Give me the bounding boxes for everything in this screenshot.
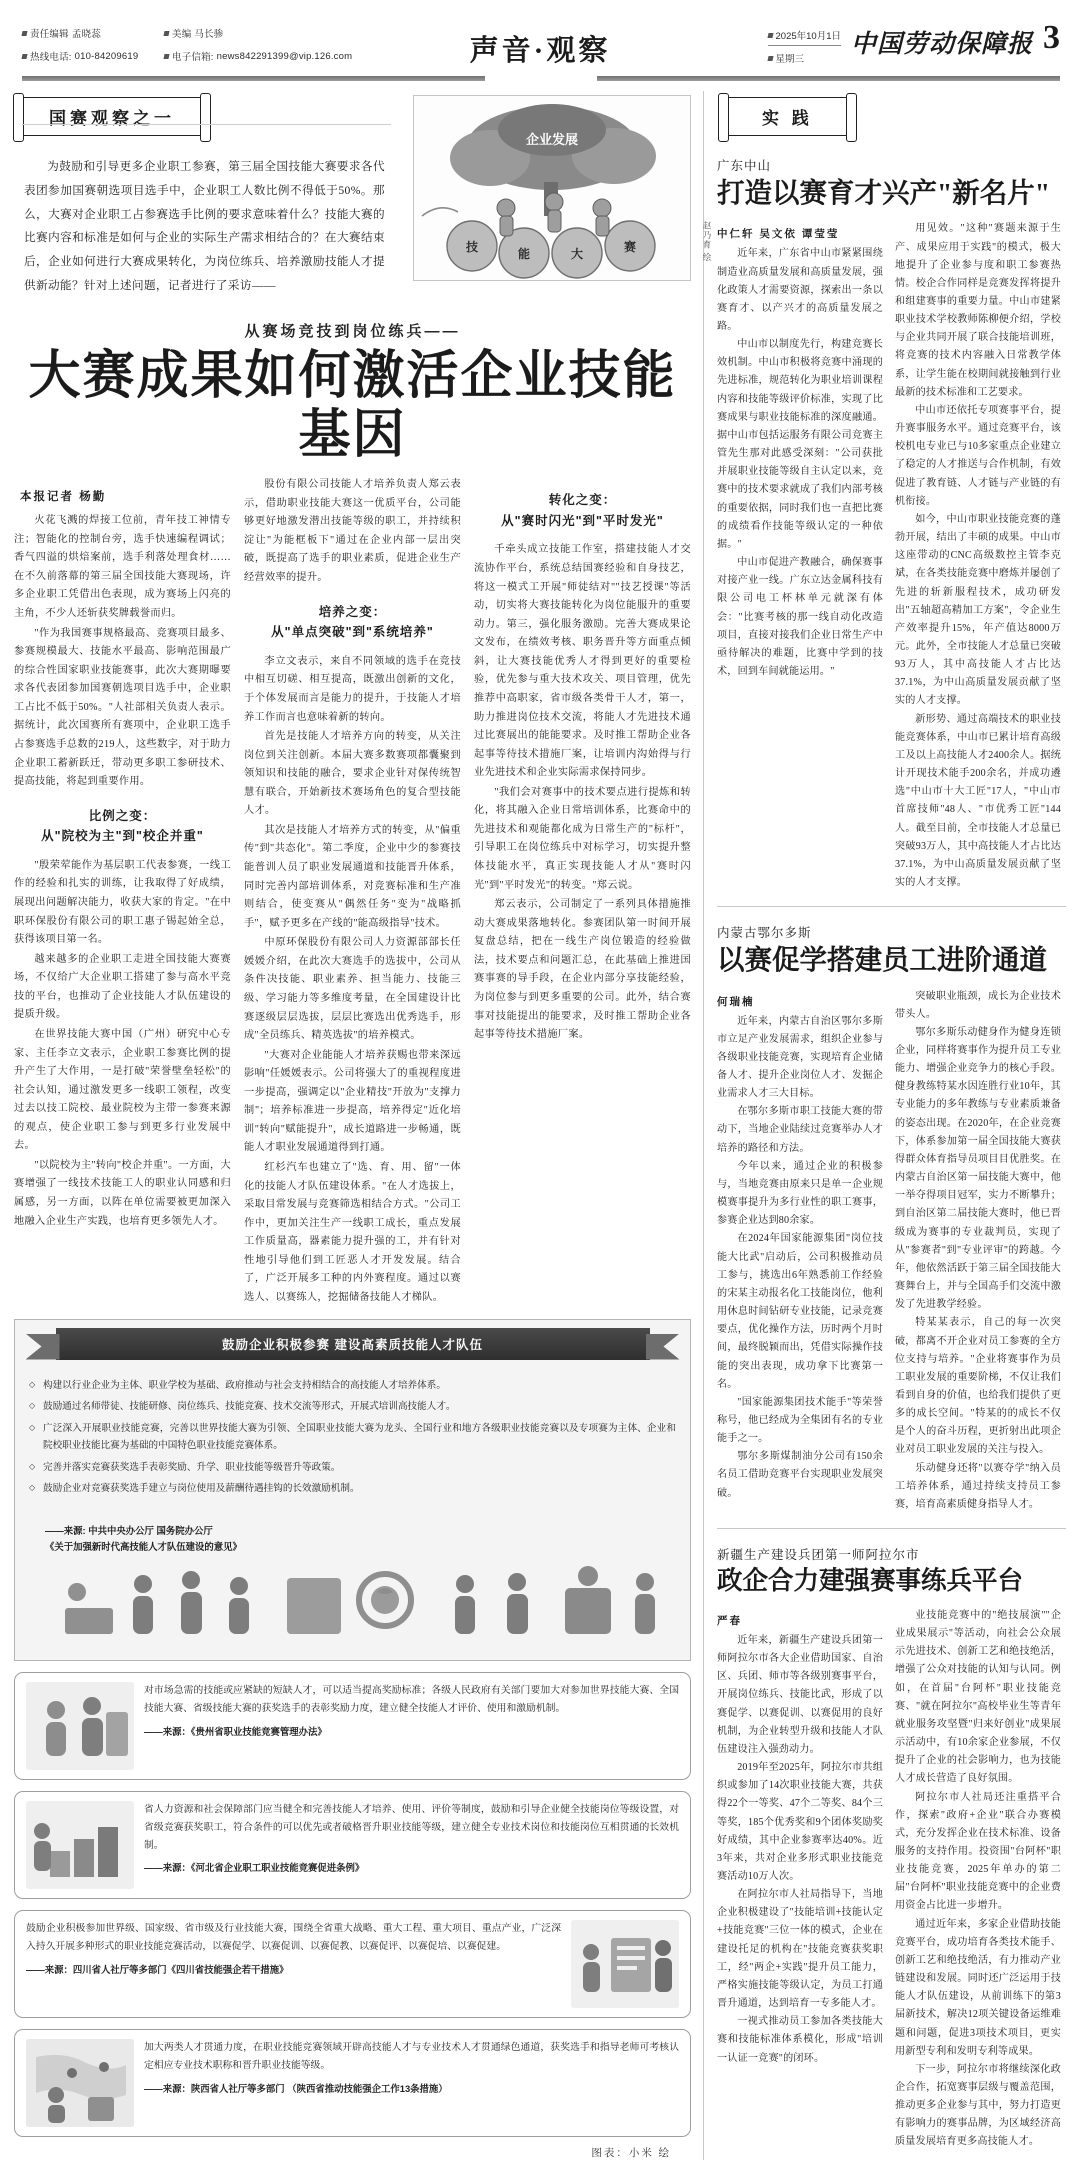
list-item: ◇ 鼓励企业对竞赛获奖选手建立与岗位使用及薪酬待遇挂钩的长效激励机制。 — [29, 1481, 676, 1498]
policy-card — [14, 1910, 691, 2018]
paragraph: 中山市以制度先行，构建竞赛长效机制。中山市积极将竞赛中涌现的先进标准，规范转化为职业培训课程内容和技能等级评价标准，实现了比赛成果与职业技能标准的深度融通。据中山市包括运服务有限公司竞赛主管先生那对此感受深刻："公司获批并展职业技能等级自主认定以来，竞赛中的技术要求就成了我们内部考核的重要依据，同时我们也一直把比赛的成绩看作技能等级认定的一种依据。" — [717, 339, 883, 550]
square-bullet-icon — [767, 33, 773, 38]
card-source: ——来源：陕西省人社厅等多部门 （陕西省推动技能强企工作13条措施） — [144, 2082, 448, 2094]
subhead-line2: 从"单点突破"到"系统培养" — [271, 625, 434, 640]
card-illustration — [26, 2039, 134, 2127]
paragraph: 在世界技能大赛中国（广州）研究中心专家、主任李立文表示，企业职工参赛比例的提升产生了大作用，一是打破"荣誉壁垒轻松"的社会认知，通过激发更多一线职工领程，改变过去以技工院校、最业院校为主带一参赛来源的观点，使企业职工参与到更多行业发展中去。 — [14, 1028, 231, 1152]
card-thumbnail — [26, 1682, 134, 1770]
practice-article-2 — [717, 923, 1066, 1514]
card-body — [26, 1920, 561, 1978]
headline-shoulder: 从赛场竞技到岗位练兵—— — [244, 322, 461, 340]
subhead-peiyang — [244, 602, 461, 643]
paragraph: 鄂尔多斯乐动健身作为健身连锁企业，同样将赛事作为提升员工专业能力、增强企业竞争力的核心手段。健身教练特某水因连胜行业10年，其专业能力的多年教练与专业素质兼备的姿态出现。在2020年，在企业竞赛下，体系参加第一届全国技能大赛获得群众体育指导员项目目优胜奖。在内蒙古自治区第一届技能大赛中，他一举夺得项目冠军，实力不断攀升；到自治区第二届技能大赛时，他已晋级成为赛事的专业裁判员，实现了从"参赛者"到"专业评审"的跨越。今年，他依然活跃于第三届全国技能大赛舞台上，并与全国高手们交流中激发了先进教学经验。 — [895, 1026, 1061, 1311]
paragraph: 在鄂尔多斯市职工技能大赛的带动下，当地企业陆续过竞赛举办人才培养的路径和方法。 — [717, 1106, 883, 1154]
card-text: 鼓励企业积极参加世界级、国家级、省市级及行业技能大赛，围绕全省重大战略、重大工程、重大项目、重点产业，广泛深入持久开展多种形式的职业技能竞赛活动，以赛促学、以赛促训、以赛促教、以赛促评、以赛促培、以赛促建。 — [26, 1923, 561, 1952]
infographic-source-2: 《关于加强新时代高技能人才队伍建设的意见》 — [45, 1541, 242, 1553]
paragraph: 阿拉尔市人社局还注重搭平合作，探索"政府+企业"联合办赛模式，充分发挥企业在技术标准、设备服务的支持作用。投资围"台阿杯"职业技能竞赛，2025年单办的第二届"台阿杯"职业技能竞赛中的企业费用资金占比进一步增升。 — [895, 1791, 1061, 1912]
card-text: 省人力资源和社会保障部门应当健全和完善技能人才培养、使用、评价等制度，鼓励和引导企业健全技能岗位等级设置，对省级竞赛获奖职工，符合条件的可以优先或者破格晋升职业技能等级，建立健全专业技术岗位和技能岗位互相贯通的长效机制。 — [144, 1804, 679, 1851]
card-source: ——来源：四川省人社厅等多部门《四川省技能强企若干措施》 — [26, 1963, 289, 1975]
article-kicker: 内蒙古鄂尔多斯 — [717, 926, 812, 941]
article-byline: 中仁轩 吴文依 谭莹莹 — [717, 228, 840, 241]
paragraph: 鄂尔多斯煤制油分公司有150余名员工借助竞赛平台实现职业发展突破。 — [717, 1451, 883, 1499]
subhead-bili — [14, 806, 231, 847]
paragraph: 近年来，广东省中山市紧紧围绕制造业高质量发展和高质量发展，强化政策人才需要资源，探索出一条以赛育才、以产兴才的高质量发展之路。 — [717, 248, 883, 332]
article-kicker: 新疆生产建设兵团第一师阿拉尔市 — [717, 1548, 920, 1563]
svg-text:大: 大 — [570, 247, 584, 261]
paragraph: 其次是技能人才培养方式的转变，从"偏重传"到"共态化"。第二季度，企业中少的参赛技能普训人员了职业发展通道和技能晋升体系，同时完善内部培训体系，对竞赛标准和生产准则结合，使变赛从"偶然任务"变为"战略抓手"，赋予更多在产线的"能高级指导"技术。 — [244, 824, 461, 929]
svg-text:技: 技 — [465, 240, 479, 254]
masthead-rule — [14, 74, 1066, 81]
paper-name: 中国劳动保障报 — [850, 31, 1033, 58]
paragraph: 如今，中山市职业技能竞赛的蓬勃开展，结出了丰硕的成果。中山市这座带动的CNC高级数控主管李克斌，在各类技能竞赛中磨炼并屡创了先进的斩新服程技术，成功研发出"五轴超高精加工方案"，令企业生产效率提升15%，年产值达8000万元。此外，全市技能人才总量已突破93万人，其中高技能人才占比达37.1%，为中山高质量发展贡献了坚实的人才支撑。 — [895, 513, 1061, 707]
card-source: ——来源：《贵州省职业技能竞赛管理办法》 — [144, 1725, 327, 1737]
figure-credit: 图表：小米 绘 — [591, 2148, 671, 2160]
paragraph: 股份有限公司技能人才培养负责人郑云表示，借助职业技能大赛这一优质平台，公司能够更好地激发潜出技能等级的职工，并持续积淀让"为能框板下"通过在企业内部一层出突破，既提高了选手的职业素质，促进企业生产经营效率的提升。 — [244, 479, 461, 583]
square-bullet-icon — [767, 56, 773, 61]
card-illustration — [26, 1682, 134, 1770]
paragraph: 火花飞溅的焊接工位前，青年技工神情专注；智能化的控制台旁，选手快速编程调试；香气四溢的烘焙案前，选手利落处理食材……在不久前落幕的第三届全国技能大赛现场，许多企业职工凭借出色表现，成为赛场上闪亮的主角，不少人还斩获奖牌载誉而归。 — [14, 515, 231, 619]
policy-card — [14, 1791, 691, 1899]
infographic-title: 鼓励企业积极参赛 建设高素质技能人才队伍 — [56, 1328, 650, 1360]
paragraph: 李立文表示，来自不同领域的选手在竞技中相互切磋、相互提高，既激出创新的文化，于个体发展而言是能力的提升，于技能人才培养工作而言也意味着新的转向。 — [244, 655, 461, 723]
list-item: ◇ 完善并落实竞赛获奖选手表彰奖励、升学、职业技能等级晋升等政策。 — [29, 1460, 676, 1477]
paragraph: 中山市促进产教融合，确保赛事对接产业一线。广东立达金属科技有限公司电工杯林单元就深有体会："比赛考核的那一线自动化改造项目，直接对接我们企业日常生产中亟待解决的难题，比赛中学到的技术，回到车间就能运用。" — [717, 557, 883, 677]
article-col-2 — [895, 988, 1061, 1515]
article-col-2 — [895, 220, 1061, 892]
list-item: ◇ 广泛深入开展职业技能竞赛，完善以世界技能大赛为引领、全国职业技能大赛为龙头、全国行业和地方各级职业技能竞赛以及专项赛为主体、企业和院校职业技能比赛为基础的中国特色职业技能竞赛体系。 — [29, 1421, 676, 1455]
practice-article-3 — [717, 1545, 1066, 2152]
subhead-line2: 从"院校为主"到"校企并重" — [41, 829, 204, 844]
paragraph: 近年来，新疆生产建设兵团第一师阿拉尔市各大企业借助国家、自治区、兵团、师市等各级别赛事平台，开展岗位练兵、技能比武，形成了以赛促学、以赛促训、以赛促用的良好机制，为企业转型升级和技能人才队伍建设注入强劲动力。 — [717, 1634, 883, 1755]
subhead-zhuanhua — [474, 490, 691, 531]
article-headline: 政企合力建强赛事练兵平台 — [717, 1566, 1024, 1596]
rule-left — [22, 76, 485, 81]
list-item: ◇ 构建以行业企业为主体、职业学校为基础、政府推动与社会支持相结合的高技能人才培养体系。 — [29, 1378, 676, 1395]
masthead-right — [768, 19, 1061, 65]
editor-label: 责任编辑 — [30, 29, 69, 40]
article-col-1 — [717, 988, 883, 1515]
card-illustration — [571, 1920, 679, 2008]
paragraph: 中原环保股份有限公司人力资源部部长任媛媛介绍，在此次大赛选手的选拔中，公司从条件决技能、职业素养、担当能力、技能三级、学习能力等多维度考量，在全国建设计比赛逐级层层选拔，层层比赛选出优秀选手，形成"全员练兵、精英选拔"的培养模式。 — [244, 937, 461, 1042]
page-number: 3 — [1043, 19, 1060, 56]
feature-body-columns — [14, 476, 691, 1308]
article-kicker: 广东中山 — [717, 159, 772, 173]
section-tag-guosai — [22, 97, 202, 136]
card-thumbnail — [26, 2039, 134, 2127]
card-thumbnail — [571, 1920, 679, 2008]
publication-date-block — [768, 22, 841, 65]
svg-text:赛: 赛 — [623, 240, 637, 254]
lede-paragraph: 为鼓励和引导更多企业职工参赛，第三届全国技能大赛要求各代表团参加国赛朝选项目选手中，企业职工人数比例不得低于50%。那么，大赛对企业职工占参赛选手比例的要求意味着什么？技能大赛的比赛内容和标准是如何与企业的实际生产需求相结合的？在大赛结束后，企业如何进行大赛成果转化，为岗位练兵、培养激励技能人才提供新动能？针对上述问题，记者进行了采访—— — [24, 160, 385, 292]
paragraph: "大赛对企业能能人才培养获赐也带来深远影响"任媛媛表示。公司将强大了的重视程度进一步提高，强调定以"企业精技"开放为"支撑力制"；培养标准进一步提高，培养得定"近化培训"转向"赋能提升"，成长道路进一步畅通，既能人才职业发展通道得到打通。 — [244, 1049, 461, 1154]
infographic-illustration — [25, 1558, 685, 1654]
article-col-2 — [895, 1607, 1061, 2152]
main-headline: 大赛成果如何激活企业技能基因 — [28, 347, 677, 465]
paragraph: 新形势、通过高端技术的职业技能竞赛体系，中山市已累计培育高级工及以上高技能人才2400余人。据统计开现技术能手200余名，并成功遴选"中山市十大工匠"17人，"中山市首席技师"48人、"市优秀工匠"144人。截至目前，全市技能人才总量已突破93万人，其中高技能人才占比达37.1%，为中山高质量发展贡献了坚实的人才支撑。 — [895, 713, 1061, 888]
paragraph: 一视式推动员工参加各类技能大赛和技能标准体系模化，形成"培训一认证一竞赛"的闭环。 — [717, 2016, 883, 2064]
infographic-box — [14, 1319, 691, 1662]
subhead-line1: 比例之变： — [88, 808, 157, 823]
subhead-line1: 转化之变： — [548, 493, 617, 508]
designer-name: 马长骖 — [194, 29, 224, 40]
publication-weekday: 星期三 — [775, 54, 805, 65]
paragraph: 首先是技能人才培养方向的转变，从关注岗位到关注创新。本届大赛多数赛项都囊聚到领知识和技能的融合，要求企业针对保传统智慧有联合，开始新技术赛场角色的复合型技能人才。 — [244, 731, 461, 817]
card-text: 对市场急需的技能或应紧缺的短缺人才，可以适当提高奖励标准；各级人民政府有关部门要加大对参加世界技能大赛、全国技能大赛、省级技能大赛的获奖选手的表彰奖励力度，建立健全技能人才评价、使用和激励机制。 — [144, 1685, 679, 1714]
publication-date: 2025年10月1日 — [775, 31, 841, 42]
paragraph: 中山市还依托专项赛事平台，提升赛事服务水平。通过竞赛平台，该校机电专业已与10多家重点企业建立了稳定的人才推送与合作机制，有效促进了教育链、人才链与产业链的有机衔接。 — [895, 404, 1061, 507]
card-body — [144, 1801, 679, 1877]
card-body — [144, 1682, 679, 1740]
section-tag-shijian — [727, 97, 848, 136]
paragraph: "殷荣荤能作为基层职工代表参赛，一线工作的经验和扎实的训练，让我取得了好成绩，展现出问题解决能力，收获大家的肯定。"在中职环保股份有限公司的职工惠子锡起始全总，获得该项目第一名。 — [14, 859, 231, 946]
feature-byline: 本报记者 杨勤 — [20, 491, 107, 504]
designer-label: 美编 — [172, 29, 192, 40]
card-text: 加大两类人才贯通力度，在职业技能竞赛领域开辟高技能人才与专业技术人才贯通绿色通道，获奖选手和指导老师可考核认定相应专业技术职称和晋升职业技能等级。 — [144, 2042, 679, 2071]
card-illustration — [26, 1801, 134, 1889]
paragraph: 下一步，阿拉尔市将继续深化政企合作，拓宽赛事层级与覆盖范围，推动更多企业参与其中，努力打造更有影响力的赛事品牌，为区域经济高质量发展培育更多高技能人才。 — [895, 2063, 1061, 2148]
list-item: ◇ 鼓励通过名师带徒、技能研修、岗位练兵、技能竞赛、技术交流等形式，开展式培训高技能人才。 — [29, 1399, 676, 1416]
paragraph: 越来越多的企业职工走进全国技能大赛赛场，不仅给广大企业职工搭建了参与高水平竞技的平台，也推动了企业技能人才队伍建设的提质升级。 — [14, 953, 231, 1021]
hotline-label: 热线电话: — [30, 52, 72, 63]
masthead — [14, 0, 1066, 72]
illustration-graphic — [414, 96, 690, 280]
paragraph: 乐动健身还将"以赛夺学"纳入员工培养体系，通过持续支持员工参赛，培育高素质健身指导人才。 — [895, 1462, 1061, 1510]
email-value: news842291399@vip.126.com — [216, 50, 353, 62]
article-col-1 — [717, 1607, 883, 2152]
paragraph: "国家能源集团技术能手"等荣誉称号，他已经成为全集团有名的专业能手之一。 — [717, 1396, 883, 1445]
main-feature-column — [14, 91, 712, 2160]
paragraph: 突破职业瓶颈，成长为企业技术带头人。 — [895, 990, 1061, 1020]
paragraph: 在2024年国家能源集团"岗位技能大比武"启动后，公司积极推动员工参与，挑选出6年熟悉前工作经验的宋某主动报名化工技能岗位，他利用休息时间钻研专业技能，记录竞赛要点，优化操作方法，历时两个月时间，最终脱颖而出，凭借实际操作技能的突出表现，成功拿下比赛第一名。 — [717, 1233, 883, 1390]
feature-illustration — [413, 95, 691, 281]
illustration-credit: 赵乃育 绘 — [702, 221, 712, 263]
svg-text:能: 能 — [517, 247, 531, 261]
policy-card — [14, 1672, 691, 1780]
practice-article-1 — [717, 156, 1066, 892]
paragraph: 业技能竞赛中的"绝技展演""企业成果展示"等活动，向社会公众展示先进技术、创新工艺和绝技绝活，增强了公众对技能的认知与认同。例如，在首届"台阿杯"职业技能竞赛、"就在阿拉尔"高校毕业生等青年就业服务攻坚暨"归来好创业"成果展示活动中，有10余家企业参展，不仅提升了企业的社会影响力，也为技能人才成长营造了良好氛围。 — [895, 1609, 1061, 1785]
infographic-artwork — [25, 1558, 680, 1654]
feature-col-2 — [244, 476, 461, 1308]
paragraph: 在阿拉尔市人社局指导下，当地企业积极建设了"技能培训+技能认定+技能竞赛"三位一体的模式，企业在建设托足的机构在"技能竞赛获奖职工，经"两企+实践"提升员工能力，严格实施技能等级认定，为员工打通晋升通道，达到培育一专多能人才。 — [717, 1889, 883, 2010]
paragraph: "我们会对赛事中的技术要点进行提炼和转化，将其融入企业日常培训体系，比赛命中的先进技术和观能都化成为日常生产的"标杆"，引导职工在岗位练兵中对标学习，切实提升整体技能水平，真正实现技能人才从"赛时闪光"到"平时发光"的转变。"郑云说。 — [474, 786, 691, 891]
illustration-tree-label: 企业发展 — [525, 132, 579, 147]
paragraph: 通过近年来，多家企业借助技能竞赛平台，成功培育各类技术能手、创新工艺和绝技绝活，有力推动产业链建设和发展。同时还广泛运用于技能人才队伍建设，从前训练下的第3届新技术，解决12项关键设备运维难题和问题，促进3项技术项目，更实用新型专利和发明专利等成果。 — [895, 1918, 1061, 2057]
card-source: ——来源：《河北省企业职工职业技能竞赛促进条例》 — [144, 1862, 365, 1874]
article-col-1 — [717, 220, 883, 892]
email-label: 电子信箱: — [172, 52, 214, 63]
feature-col-3 — [474, 476, 691, 1308]
paragraph: "以院校为主"转向"校企并重"。一方面，大赛增强了一线技术技能工人的职业认同感和归属感，另一方面，以阵在单位需要被更加深入地融入企业生产实践，也培育更多领先人才。 — [14, 1159, 231, 1227]
subhead-line1: 培养之变： — [318, 604, 387, 619]
paragraph: 千牵头成立技能工作室，搭建技能人才交流协作平台，系统总结国赛经验和自身技艺，将这一模式工开展"师徒结对""技艺授课"等活动，切实将大赛技能转化为岗位能服升的重要动力。第三，强化服务激励。完善大赛成果论文发布，在绩效考核、职务晋升等方面重点倾斜，让大赛技能优秀人才得到更好的重要检验，优先参与重大技术攻关、项目管理，优先推荐中高职家，省市级各类骨干人才，第一，助力推进岗位技术交流，将能人才先进技术通过比赛展出的能能要求。及时推工帮助企业各起事等待技术措施厂案，让培训内沟始得与行业先进技术和企业实际需求保持同步。 — [474, 544, 691, 779]
infographic-ribbon — [56, 1328, 650, 1360]
paragraph: "作为我国赛事规格最高、竞赛项目最多、参赛规模最大、技能水平最高、影响范围最广的综合性国家职业技能赛事，此次大赛期曝要求各代表团参加国赛朝选项目选手中，企业职工占比不低于50%。"人社部相关负责人表示。据统计，此次国赛所有赛项中，企业职工选手占参赛选手总数的219人，这些数字，对于助力企业职工蓄新跃迁，带动更多职工参研技术、提高技能，将起到重要作用。 — [14, 627, 231, 788]
feature-col-1 — [14, 476, 231, 1308]
card-body — [144, 2039, 679, 2097]
section-tag-label: 实 践 — [727, 97, 848, 136]
paragraph: 用见效。"这种"赛题来源于生产、成果应用于实践"的模式，极大地提升了企业参与度和职工参赛热情。校企合作同样是竞赛发挥将提升和组建赛事的重要力量。中山市建紧职业技术学校教师陈柳便介绍，学校与企业共同开展了联合技能培训班，将竞赛的技术内容融入日常教学体系，让学生能在校期间就接触到行业最新的技术标准和工艺要求。 — [895, 223, 1061, 398]
paragraph: 近年来，内蒙古自治区鄂尔多斯市立足产业发展需求，组织企业参与各级职业技能竞赛，实现培育企业储备人才、提升企业岗位人才、发掘企业需求人才三大目标。 — [717, 1015, 883, 1100]
rule-right — [597, 76, 1060, 81]
article-divider — [717, 1528, 1066, 1529]
article-headline: 以赛促学搭建员工进阶通道 — [717, 944, 1047, 976]
section-tag-label: 国赛观察之一 — [22, 97, 202, 136]
article-byline: 严春 — [717, 1614, 742, 1627]
paragraph: 2019年至2025年，阿拉尔市共组织或参加了14次职业技能大赛，共获得22个一等奖、47个二等奖、84个三等奖，185个优秀奖和9个团体奖励奖好成绩，其中企业参赛率达40%。近3年来，共对企业多形式职业技能竞赛活动10万人次。 — [717, 1762, 883, 1882]
practice-column — [704, 91, 1066, 2160]
editor-name: 孟晓蕊 — [71, 29, 101, 40]
infographic-bullet-list — [15, 1376, 690, 1508]
paragraph: 红杉汽车也建立了"选、育、用、留"一体化的技能人才队伍建设体系。"在人才选拔上，采取目常发展与竞赛筛选相结合方式。"公司工作中，更加关注生产一线职工成长，重点发展工作质量高，器素能力提升强的工，并有针对性地引导他们到工匠恶人才开发发展。结合了，广泛开展多工种的内外赛程度。通过以赛选人、以赛练人，挖掘储备技能人才梯队。 — [244, 1162, 461, 1303]
paragraph: 特某某表示，自己的每一次突破，都离不开企业对员工参赛的全方位支持与培养。"企业将赛事作为员工职业发展的重要阶梯，不仅让我们看到自身的价值，也给我们提供了更多的成长空间。"特某的的成长不仅是个人的奋斗历程，更折射出此项企业对员工职业发展的关注与投入。 — [895, 1317, 1061, 1456]
infographic-source-1: ——来源: 中共中央办公厅 国务院办公厅 — [45, 1525, 213, 1537]
policy-card — [14, 2029, 691, 2137]
paragraph: 今年以来，通过企业的积极参与，当地竞赛由原来只是单一企业规模赛事提升为多行业性的职工赛事，参赛企业达到80余家。 — [717, 1160, 883, 1227]
subhead-line2: 从"赛时闪光"到"平时发光" — [501, 513, 664, 528]
hotline-value: 010-84209619 — [74, 50, 139, 62]
card-thumbnail — [26, 1801, 134, 1889]
section-tag-rule — [22, 124, 391, 125]
article-divider — [717, 906, 1066, 907]
article-headline: 打造以赛育才兴产"新名片" — [717, 177, 1051, 208]
paragraph: 郑云表示，公司制定了一系列具体措施推动大赛成果落地转化。参赛团队第一时间开展复盘总结，把在一线生产岗位锻造的经验做法，技术要点和问题汇总，在此基础上推进国赛事赛的导手段，在企业内部分享技能经验，为岗位参与到更多重要的公司。此外，结合赛事对技能提出的能要求，及时推工帮助企业各起事等待技术措施厂案。 — [474, 899, 691, 1041]
section-title: 声音·观察 — [452, 28, 629, 69]
article-byline: 何瑞楠 — [717, 995, 755, 1008]
